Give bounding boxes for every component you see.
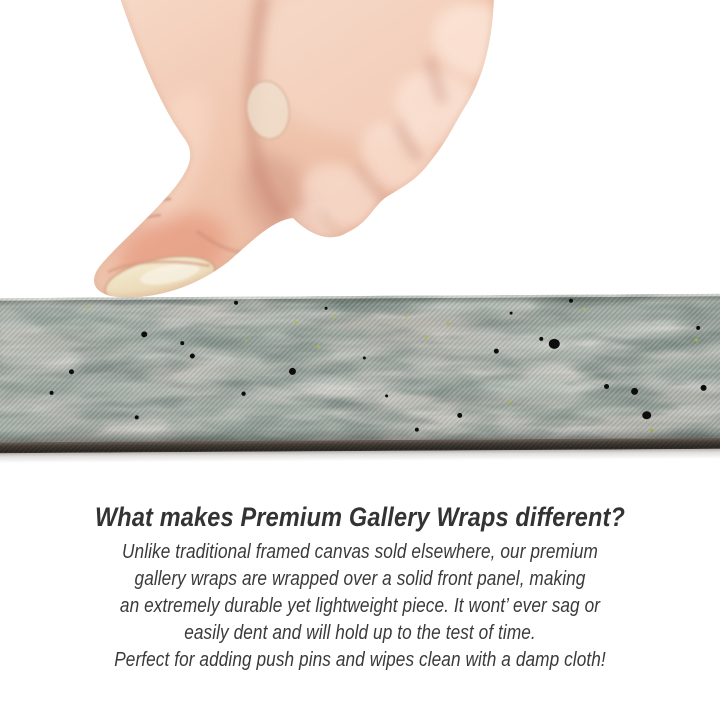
- hand-photo: [78, 0, 502, 300]
- curled-fingers: [285, 0, 502, 251]
- knuckle-highlight: [253, 0, 502, 140]
- cuticle-line: [108, 262, 210, 272]
- palm-finger-crease: [252, 0, 282, 214]
- description-line: Perfect for adding push pins and wipes clean with a damp cloth!: [114, 648, 606, 671]
- knuckle-valley: [359, 166, 383, 198]
- canvas-weave-texture: [0, 294, 720, 442]
- description-line: Unlike traditional framed canvas sold elsewhere, our premium: [122, 540, 598, 563]
- hand-edge-softening: [94, 0, 494, 297]
- hand-skin: [78, 0, 502, 300]
- thumb-highlight: [120, 77, 226, 233]
- knuckle-valley: [430, 60, 442, 100]
- description-block: [0, 502, 720, 673]
- description-line: gallery wraps are wrapped over a solid front panel, making: [134, 567, 586, 590]
- description-heading: What makes Premium Gallery Wraps different?: [94, 502, 626, 532]
- knuckle-valley: [398, 124, 419, 158]
- thumb-wrinkles: [112, 183, 240, 252]
- thumb-nail: [101, 248, 219, 300]
- description-line: easily dent and will hold up to the test of time.: [184, 621, 536, 644]
- index-fingernail: [243, 78, 293, 141]
- thumb-web-shadow: [226, 140, 329, 255]
- thumb-nail-shine: [139, 259, 201, 289]
- thumb-tip-redness: [108, 199, 238, 300]
- hand-illustration: [78, 0, 502, 300]
- knuckle-valley: [321, 212, 338, 232]
- description-line: an extremely durable yet lightweight piece. It wont’ ever sag or: [119, 594, 601, 617]
- canvas-strip: [0, 294, 720, 466]
- canvas-face: [0, 294, 720, 442]
